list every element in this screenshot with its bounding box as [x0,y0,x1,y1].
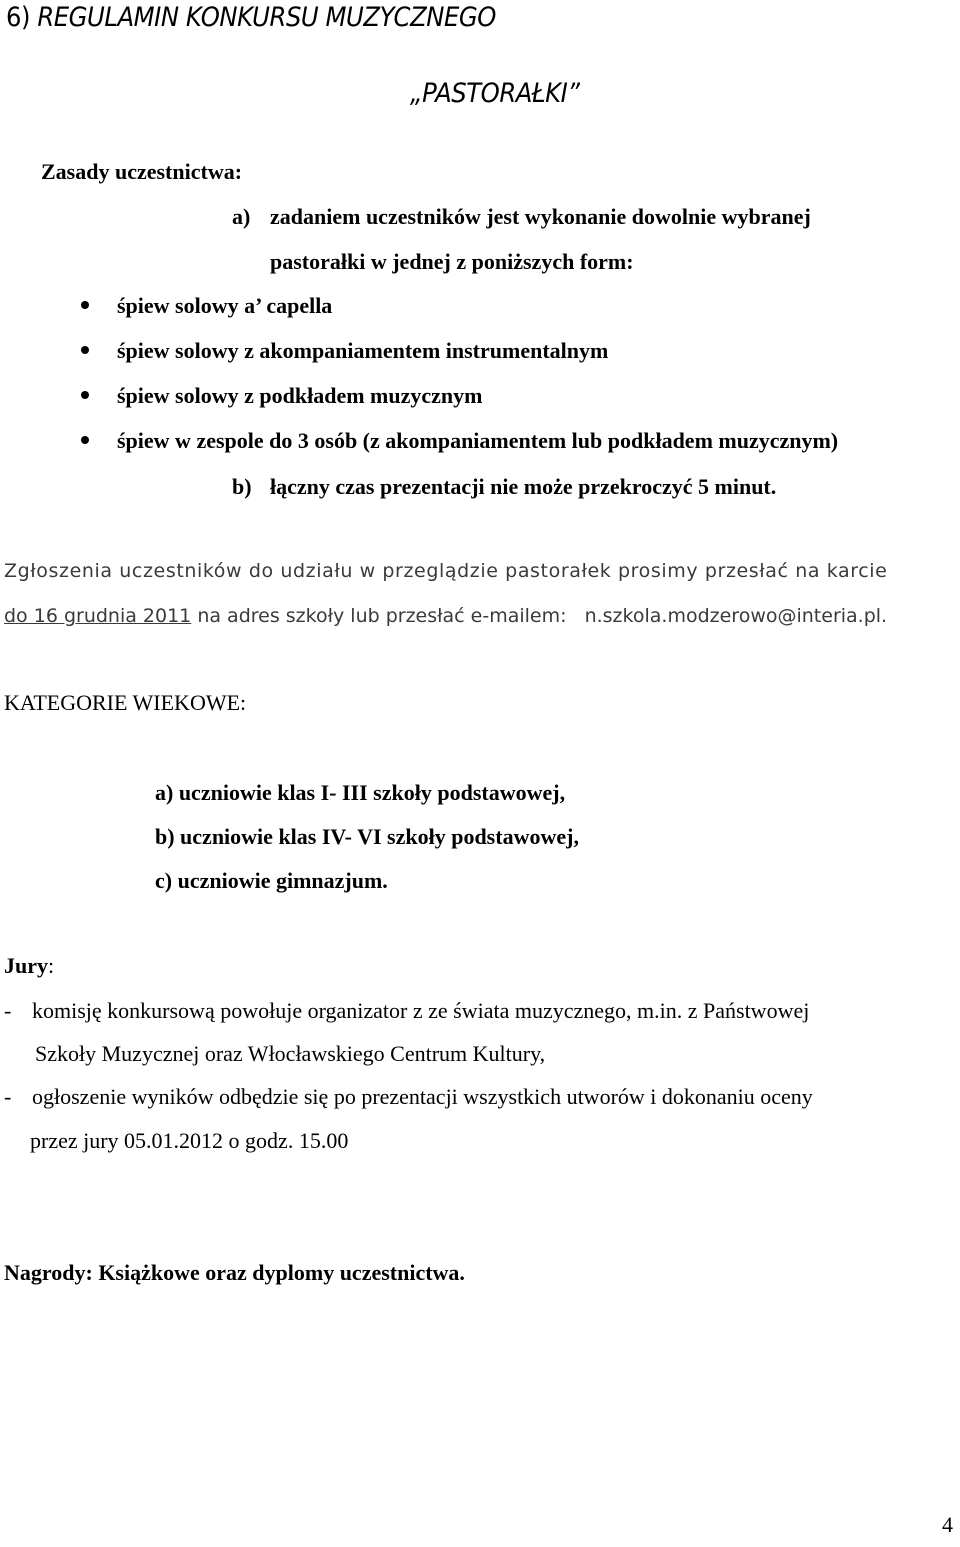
form-item-3: śpiew solowy z podkładem muzycznym [117,383,483,408]
form-item-1: śpiew solowy a’ capella [117,293,333,318]
bullet-icon [81,391,89,399]
bullet-icon [81,436,89,444]
bullet-icon [81,346,89,354]
rule-a-marker: a) [232,204,251,229]
form-item-4: śpiew w zespole do 3 osób (z akompaniamentem lub podkładem muzycznym) [117,428,839,453]
jury-dash-1: - [4,998,12,1023]
jury-dash-2: - [4,1084,12,1109]
submission-deadline: do 16 grudnia 2011 [4,605,192,627]
jury-item1-line1: komisję konkursową powołuje organizator z ze świata muzycznego, m.in. z Państwowej [32,998,810,1023]
jury-item2-line1: ogłoszenie wyników odbędzie się po prezentacji wszystkich utworów i dokonaniu oceny [32,1084,813,1109]
prizes-text: Nagrody: Książkowe oraz dyplomy uczestnictwa. [4,1260,465,1285]
title-line1: REGULAMIN KONKURSU MUZYCZNEGO [37,2,496,33]
jury-heading-label: Jury [4,953,48,978]
jury-item1-line2: Szkoły Muzycznej oraz Włocławskiego Centrum Kultury, [35,1041,546,1066]
rule-a-line2: pastorałki w jednej z poniższych form: [270,249,634,274]
submission-line1: Zgłoszenia uczestników do udziału w przeglądzie pastorałek prosimy przesłać na karcie [4,560,888,582]
page-number: 4 [942,1512,953,1537]
rules-heading: Zasady uczestnictwa: [41,159,243,184]
category-item-c: c) uczniowie gimnazjum. [155,868,388,893]
bullet-icon [81,301,89,309]
document-subtitle: „PASTORAŁKI” [410,78,580,109]
submission-line2 [4,605,887,627]
form-item-2: śpiew solowy z akompaniamentem instrumentalnym [117,338,609,363]
category-item-a: a) uczniowie klas I- III szkoły podstawowej, [155,780,566,805]
submission-address: na adres szkoły lub przesłać e-mailem: [197,605,567,627]
jury-item2-line2: przez jury 05.01.2012 o godz. 15.00 [30,1128,349,1153]
submission-email[interactable]: n.szkola.modzerowo@interia.pl. [584,605,888,627]
rule-b-marker: b) [232,474,252,499]
jury-heading [4,953,54,979]
rule-a-line1: zadaniem uczestników jest wykonanie dowolnie wybranej [270,204,811,229]
document-title [6,2,496,33]
categories-heading: KATEGORIE WIEKOWE: [4,690,247,715]
category-item-b: b) uczniowie klas IV- VI szkoły podstawowej, [155,824,579,849]
rule-b-text: łączny czas prezentacji nie może przekroczyć 5 minut. [270,474,777,499]
title-prefix: 6) [6,2,31,33]
jury-heading-colon: : [48,953,55,978]
